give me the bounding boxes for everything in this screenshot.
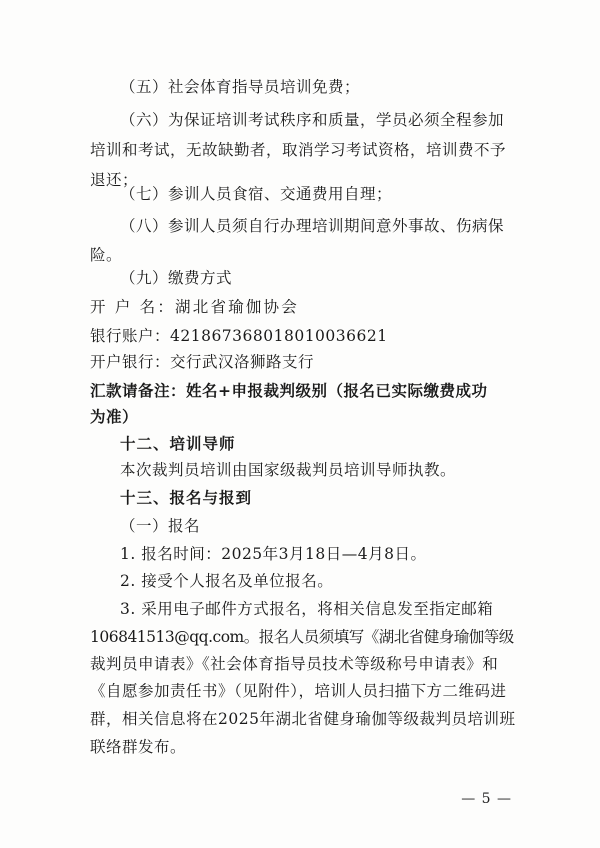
page-number: — 5 — <box>461 791 512 807</box>
item-six-line1: （六）为保证培训考试秩序和质量，学员必须全程参加 <box>120 111 505 129</box>
item-seven: （七）参训人员食宿、交通费用自理； <box>120 185 393 203</box>
registration-method-line4: 《自愿参加责任书》（见附件），培训人员扫描下方二维码进 <box>90 682 507 700</box>
item-nine: （九）缴费方式 <box>120 269 233 287</box>
account-name: 开 户 名：湖北省瑜伽协会 <box>90 298 299 316</box>
bank-branch: 开户银行：交行武汉洛狮路支行 <box>90 353 315 371</box>
registration-method-line3: 裁判员申请表》《社会体育指导员技术等级称号申请表》和 <box>90 655 499 673</box>
section-heading-twelve: 十二、培训导师 <box>120 435 236 453</box>
item-five: （五）社会体育指导员培训免费； <box>120 78 361 96</box>
item-eight-line2: 险。 <box>90 246 123 264</box>
registration-method-line1: 3. 采用电子邮件方式报名，将相关信息发至指定邮箱 <box>120 600 494 618</box>
remittance-note-line2: 为准） <box>90 408 139 426</box>
item-eight-line1: （八）参训人员须自行办理培训期间意外事故、伤病保 <box>120 217 505 235</box>
registration-types: 2. 接受个人报名及单位报名。 <box>120 572 334 590</box>
registration-method-line2: 106841513@qq.com。报名人员须填写《湖北省健身瑜伽等级 <box>90 628 514 646</box>
bank-account: 银行账户：421867368018010036621 <box>90 327 388 345</box>
registration-method-line6: 联络群发布。 <box>90 738 187 756</box>
registration-method-line5: 群，相关信息将在2025年湖北省健身瑜伽等级裁判员培训班 <box>90 710 516 728</box>
section-heading-thirteen: 十三、报名与报到 <box>120 489 253 507</box>
item-six-line2: 培训和考试，无故缺勤者，取消学习考试资格，培训费不予 <box>90 141 507 159</box>
remittance-note-line1: 汇款请备注：姓名+申报裁判级别（报名已实际缴费成功 <box>90 382 488 400</box>
sub-heading-registration: （一）报名 <box>120 517 201 535</box>
instructor-text: 本次裁判员培训由国家级裁判员培训导师执教。 <box>120 461 457 479</box>
registration-time: 1. 报名时间：2025年3月18日—4月8日。 <box>120 545 427 563</box>
item-six-line3: 退还； <box>90 171 139 189</box>
